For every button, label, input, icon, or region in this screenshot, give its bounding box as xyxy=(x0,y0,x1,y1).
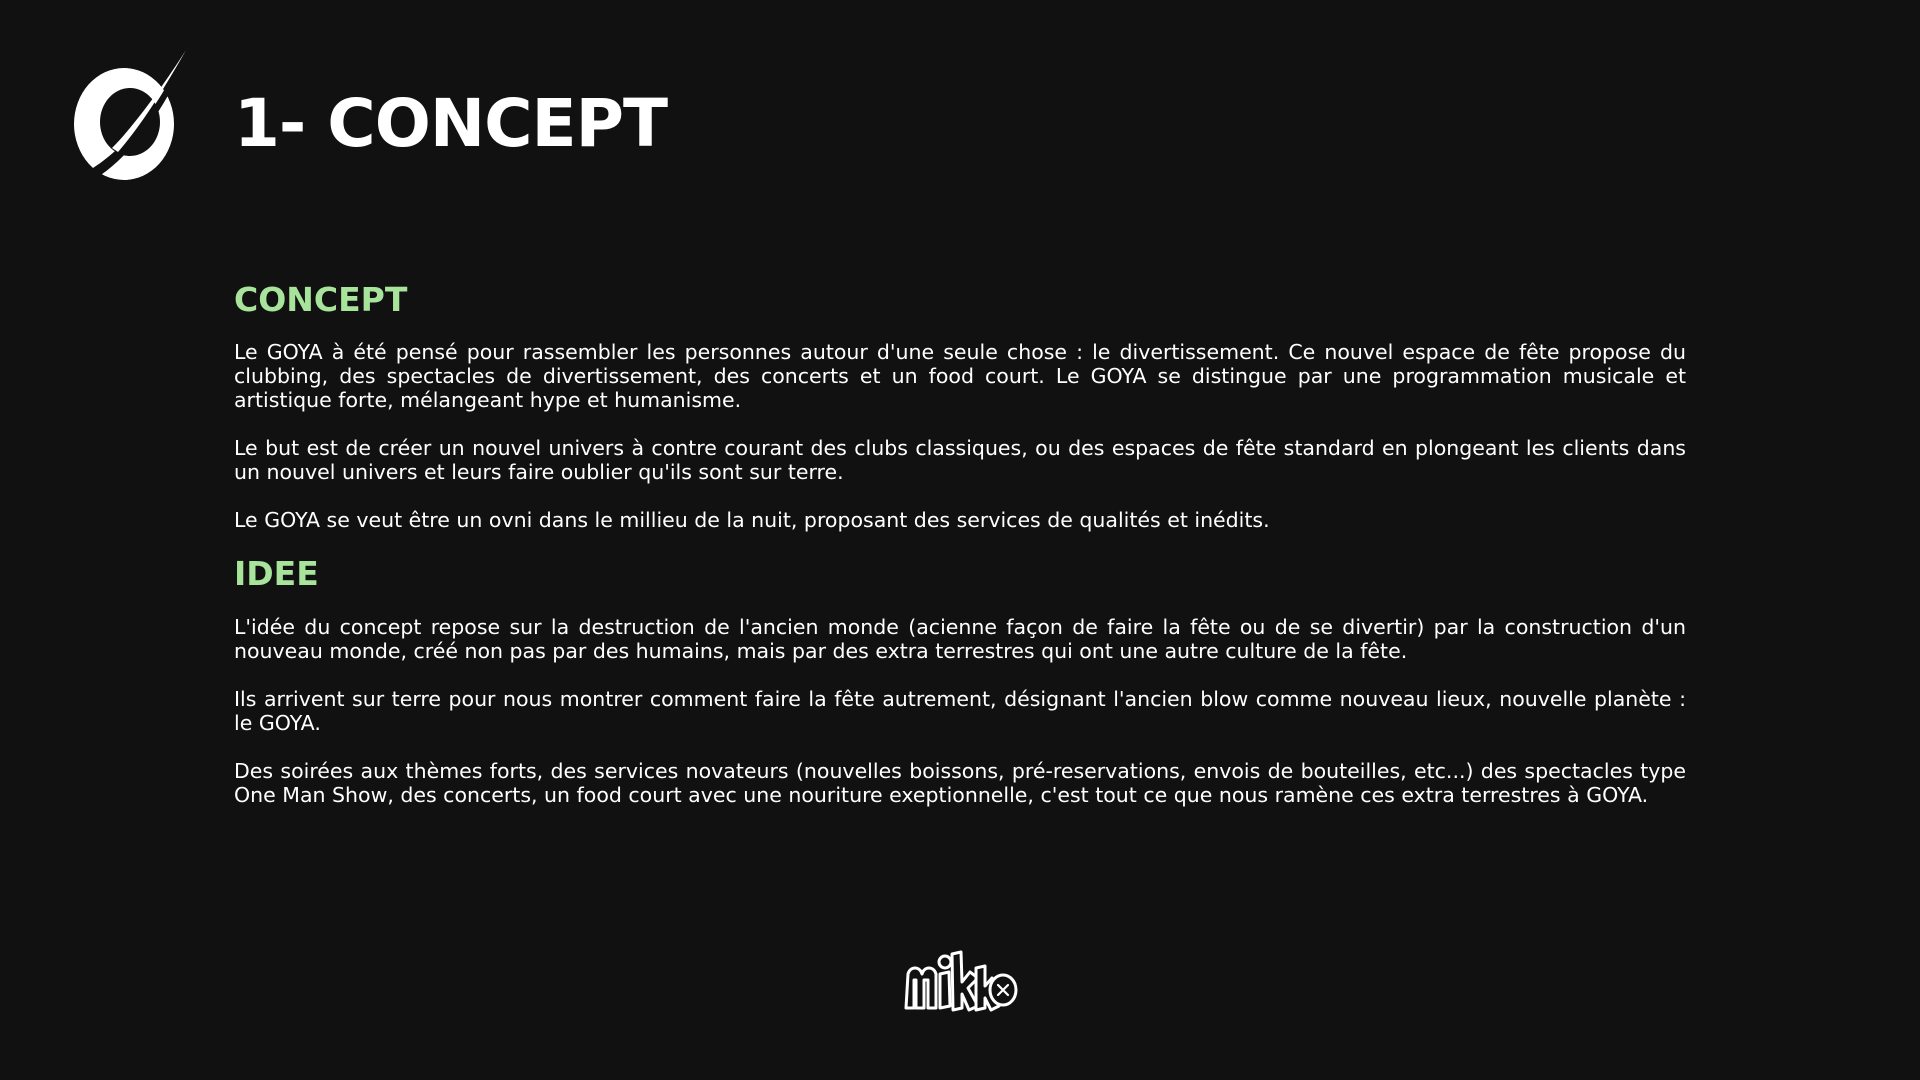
section-heading-idee: IDEE xyxy=(234,554,319,594)
paragraph: Le GOYA à été pensé pour rassembler les personnes autour d'une seule chose : le divertissement. Ce nouvel espace de fête propose du clubbing, des spectacles de divertissement, des concerts et un food court. Le GOYA se distingue par une programmation musicale et artistique forte, mélangeant hype et humanisme. xyxy=(234,340,1686,413)
paragraph: L'idée du concept repose sur la destruction de l'ancien monde (acienne façon de faire la fête ou de se divertir) par la construction d'un nouveau monde, créé non pas par des humains, mais par des extra terrestres qui ont une autre culture de la fête. xyxy=(234,614,1686,663)
page-title: 1- CONCEPT xyxy=(234,85,667,162)
paragraph: Le but est de créer un nouvel univers à contre courant des clubs classiques, ou des espaces de fête standard en plongeant les clients dans un nouvel univers et leurs faire oublier qu'ils sont sur terre. xyxy=(234,436,1686,485)
paragraph: Des soirées aux thèmes forts, des services novateurs (nouvelles boissons, pré-reservations, envois de bouteilles, etc...) des spectacles type One Man Show, des concerts, un food court avec une nouriture exeptionnelle, c'est tout ce que nous ramène ces extra terrestres à GOYA. xyxy=(234,758,1686,807)
section-concept xyxy=(234,282,1686,532)
section-idee xyxy=(234,556,1686,806)
section-heading-concept: CONCEPT xyxy=(234,280,408,319)
paragraph: Ils arrivent sur terre pour nous montrer comment faire la fête autrement, désignant l'ancien blow comme nouveau lieux, nouvelle planète : le GOYA. xyxy=(234,686,1686,735)
planet-logo-icon xyxy=(72,48,188,190)
main-content xyxy=(234,282,1686,807)
mikko-graffiti-logo-icon xyxy=(902,948,1018,1014)
paragraph: Le GOYA se veut être un ovni dans le millieu de la nuit, proposant des services de qualités et inédits. xyxy=(234,508,1270,533)
